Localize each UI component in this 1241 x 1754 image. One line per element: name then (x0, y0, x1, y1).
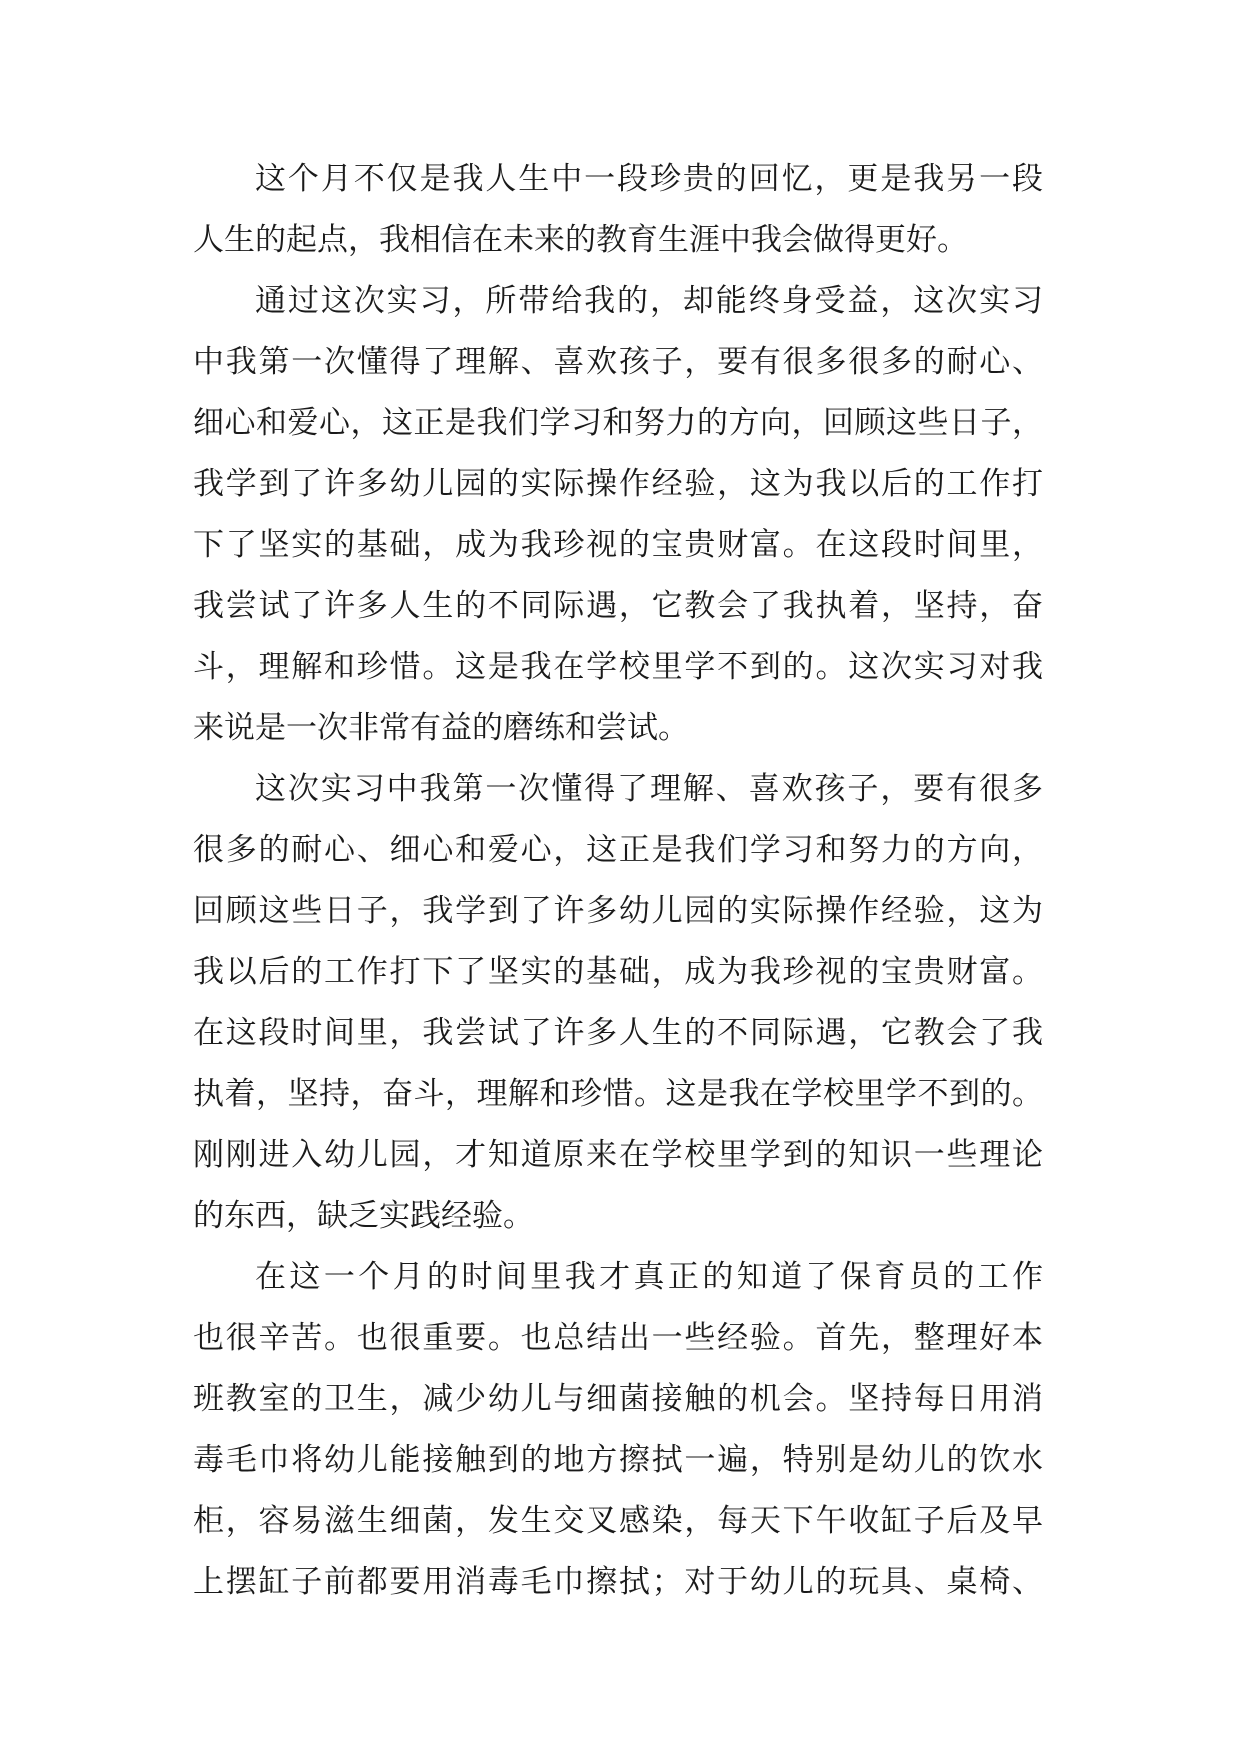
text-line: 我尝试了许多人生的不同际遇，它教会了我执着，坚持，奋 (193, 588, 1043, 624)
text-line: 回顾这些日子，我学到了许多幼儿园的实际操作经验，这为 (193, 893, 1043, 929)
text-line: 下了坚实的基础，成为我珍视的宝贵财富。在这段时间里， (193, 527, 1043, 563)
text-line: 执着，坚持，奋斗，理解和珍惜。这是我在学校里学不到的。 (193, 1076, 1043, 1112)
text-line: 的东西，缺乏实践经验。 (193, 1198, 534, 1234)
text-line: 上摆缸子前都要用消毒毛巾擦拭；对于幼儿的玩具、桌椅、 (193, 1564, 1043, 1600)
text-line: 这次实习中我第一次懂得了理解、喜欢孩子，要有很多 (255, 771, 1043, 807)
text-line: 在这一个月的时间里我才真正的知道了保育员的工作 (255, 1259, 1043, 1295)
text-line: 我学到了许多幼儿园的实际操作经验，这为我以后的工作打 (193, 466, 1043, 502)
text-line: 中我第一次懂得了理解、喜欢孩子，要有很多很多的耐心、 (193, 344, 1043, 380)
text-line: 班教室的卫生，减少幼儿与细菌接触的机会。坚持每日用消 (193, 1381, 1043, 1417)
document-body-text (193, 160, 1043, 1624)
text-line: 我以后的工作打下了坚实的基础，成为我珍视的宝贵财富。 (193, 954, 1043, 990)
text-line: 通过这次实习，所带给我的，却能终身受益，这次实习 (255, 283, 1043, 319)
text-line: 来说是一次非常有益的磨练和尝试。 (193, 710, 689, 746)
text-line: 细心和爱心，这正是我们学习和努力的方向，回顾这些日子， (193, 405, 1043, 441)
text-line: 人生的起点，我相信在未来的教育生涯中我会做得更好。 (193, 222, 968, 258)
text-line: 这个月不仅是我人生中一段珍贵的回忆，更是我另一段 (255, 161, 1043, 197)
text-line: 毒毛巾将幼儿能接触到的地方擦拭一遍，特别是幼儿的饮水 (193, 1442, 1043, 1478)
text-line: 很多的耐心、细心和爱心，这正是我们学习和努力的方向， (193, 832, 1043, 868)
text-line: 也很辛苦。也很重要。也总结出一些经验。首先，整理好本 (193, 1320, 1043, 1356)
text-line: 柜，容易滋生细菌，发生交叉感染，每天下午收缸子后及早 (193, 1503, 1043, 1539)
text-line: 刚刚进入幼儿园，才知道原来在学校里学到的知识一些理论 (193, 1137, 1043, 1173)
text-line: 在这段时间里，我尝试了许多人生的不同际遇，它教会了我 (193, 1015, 1043, 1051)
text-line: 斗，理解和珍惜。这是我在学校里学不到的。这次实习对我 (193, 649, 1043, 685)
